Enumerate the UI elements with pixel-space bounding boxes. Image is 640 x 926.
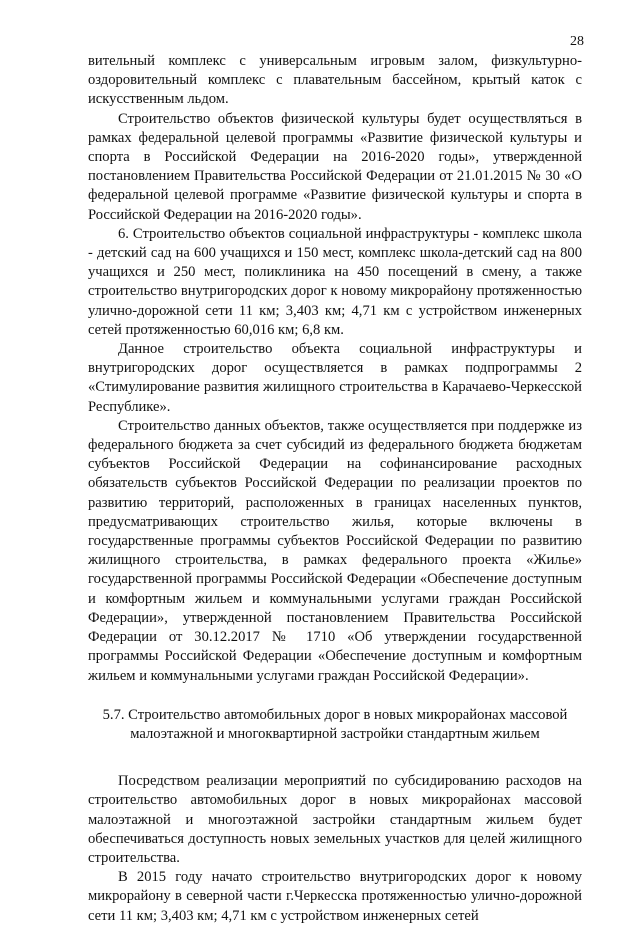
paragraph-federal-support: Строительство данных объектов, также осуществляется при поддержке из федерального бюджета за счет субсидий из федерального бюджета бюджетам субъектов Российской Федерации на софинансирование расходных обязательств субъектов Российской Федерации по реализации проектов по развитию территорий, расположенных в границах населенных пунктов, предусматривающих строительство жилья, которые включены в государственные программы субъектов Российской Федерации по развитию жилищного строительства, в рамках федерального проекта «Жилье» государственной программы Российской Федерации «Обеспечение доступным и комфортным жильем и коммунальными услугами граждан Российской Федерации», утвержденной постановлением Правительства Российской Федерации от 30.12.2017 № 1710 «Об утверждении государственной программы Российской Федерации «Обеспечение доступным и комфортным жильем и коммунальными услугами граждан Российской Федерации».: [88, 417, 582, 684]
section-heading-5-7: [88, 706, 582, 744]
paragraph-road-subsidies: Посредством реализации мероприятий по субсидированию расходов на строительство автомобильных дорог в новых микрорайонах массовой малоэтажной и многоэтажной застройки стандартным жильем будет обеспечиваться доступность новых земельных участков для целей жилищного строительства.: [88, 773, 582, 866]
heading-spacer: [88, 744, 582, 772]
paragraph-continuation: вительный комплекс с универсальным игровым залом, физкультурно-оздоровительный комплекс с плавательным бассейном, крытый каток с искусственным льдом.: [88, 53, 582, 108]
section-heading-line-2: малоэтажной и многоквартирной застройки стандартным жильем: [130, 725, 540, 742]
paragraph-sports-program: Строительство объектов физической культуры будет осуществляться в рамках федеральной целевой программы «Развитие физической культуры и спорта в Российской Федерации на 2016-2020 годы», утвержденной постановлением Правительства Российской Федерации от 21.01.2015 № 30 «О федеральной целевой программе «Развитие физической культуры и спорта в Российской Федерации на 2016-2020 годы».: [88, 110, 582, 223]
paragraph-social-infrastructure: 6. Строительство объектов социальной инфраструктуры - комплекс школа - детский сад на 600 учащихся и 150 мест, комплекс школа-детский сад на 800 учащихся и 250 мест, поликлиника на 450 посещений в смену, а также строительство внутригородских дорог к новому микрорайону протяженностью улично-дорожной сети 11 км; 3,403 км; 4,71 км с устройством инженерных сетей протяженностью 60,016 км; 6,8 км.: [88, 225, 582, 338]
paragraph-subprogram-2: Данное строительство объекта социальной инфраструктуры и внутригородских дорог осуществляется в рамках подпрограммы 2 «Стимулирование развития жилищного строительства в Карачаево-Черкесской Республике».: [88, 341, 582, 415]
paragraph-2015-construction: В 2015 году начато строительство внутригородских дорог к новому микрорайону в северной части г.Черкесска протяженностью улично-дорожной сети 11 км; 3,403 км; 4,71 км с устройством инженерных сетей: [88, 869, 582, 924]
page-number: 28: [570, 34, 584, 49]
section-heading-line-1: 5.7. Строительство автомобильных дорог в новых микрорайонах массовой: [102, 706, 568, 723]
document-body: [88, 52, 582, 926]
